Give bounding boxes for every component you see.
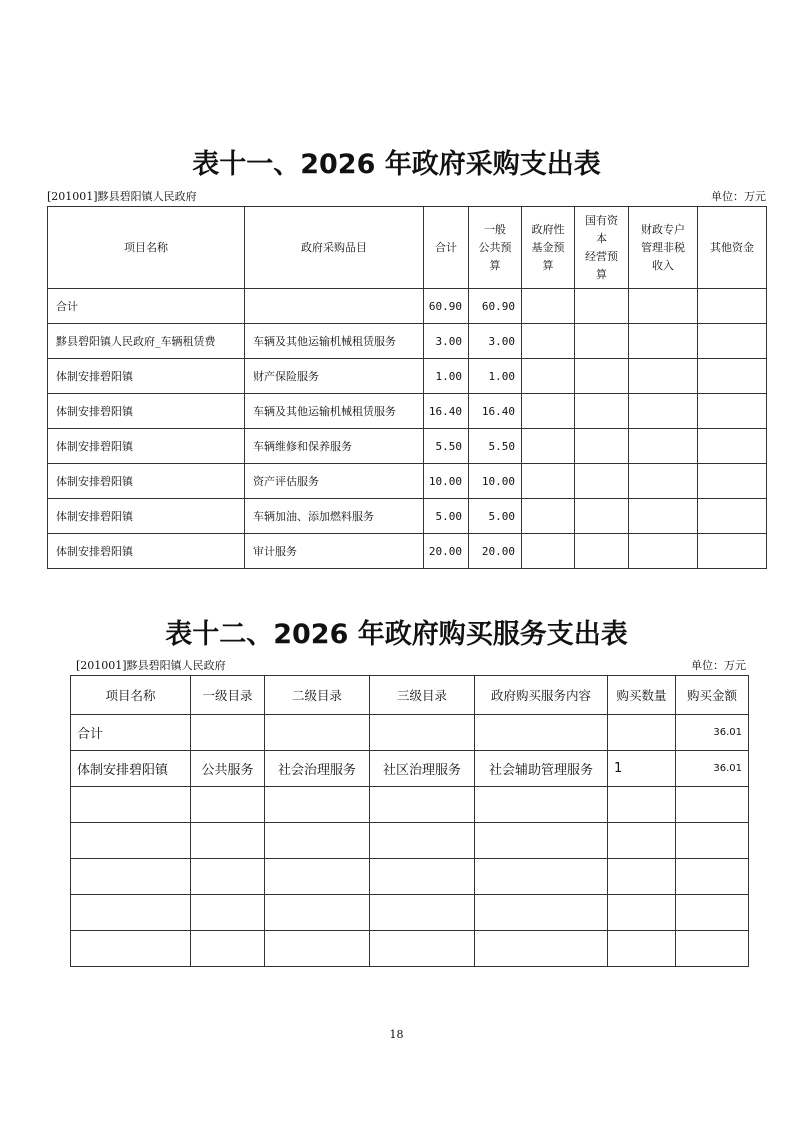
cell-special (629, 324, 698, 359)
cell-name: 体制安排碧阳镇 (48, 429, 245, 464)
cell-content (475, 931, 608, 967)
cell-fund (522, 394, 575, 429)
table-row (71, 715, 749, 751)
cell-name (71, 823, 191, 859)
table1-header-row (48, 207, 767, 289)
cell-content (475, 787, 608, 823)
cell-general: 1.00 (469, 359, 522, 394)
cell-item: 财产保险服务 (245, 359, 424, 394)
cell-fund (522, 429, 575, 464)
header-cell: 项目名称 (71, 676, 191, 715)
cell-name: 体制安排碧阳镇 (48, 464, 245, 499)
cell-general: 5.00 (469, 499, 522, 534)
cell-total: 16.40 (424, 394, 469, 429)
cell-amount (676, 823, 749, 859)
cell-name: 合计 (71, 715, 191, 751)
cell-fund (522, 534, 575, 569)
cell-l1 (191, 823, 265, 859)
cell-l2 (265, 787, 370, 823)
service-purchase-table (70, 675, 749, 967)
cell-general: 3.00 (469, 324, 522, 359)
cell-qty (608, 787, 676, 823)
table-row (71, 931, 749, 967)
table-row (48, 429, 767, 464)
cell-l1 (191, 715, 265, 751)
cell-total: 10.00 (424, 464, 469, 499)
table-row (48, 359, 767, 394)
cell-l1 (191, 931, 265, 967)
cell-item: 车辆加油、添加燃料服务 (245, 499, 424, 534)
cell-fund (522, 464, 575, 499)
cell-item: 车辆维修和保养服务 (245, 429, 424, 464)
cell-qty (608, 715, 676, 751)
cell-l1 (191, 859, 265, 895)
table2-unit: 单位：万元 (691, 659, 746, 672)
cell-other (698, 289, 767, 324)
cell-name: 体制安排碧阳镇 (71, 751, 191, 787)
cell-content (475, 715, 608, 751)
cell-other (698, 429, 767, 464)
cell-state (575, 429, 629, 464)
cell-name: 合计 (48, 289, 245, 324)
header-cell: 购买金额 (676, 676, 749, 715)
table2-title: 表十二、2026 年政府购买服务支出表 (165, 619, 628, 650)
table1-unit: 单位：万元 (711, 190, 766, 203)
table-row (48, 534, 767, 569)
cell-total: 20.00 (424, 534, 469, 569)
table-row (48, 499, 767, 534)
cell-l3 (370, 823, 475, 859)
table-row (71, 895, 749, 931)
cell-total: 60.90 (424, 289, 469, 324)
cell-special (629, 394, 698, 429)
table1-org: [201001]黟县碧阳镇人民政府 (47, 190, 197, 203)
cell-item: 车辆及其他运输机械租赁服务 (245, 324, 424, 359)
header-cell: 政府性 基金预 算 (522, 207, 575, 289)
table-row (71, 823, 749, 859)
cell-name: 体制安排碧阳镇 (48, 359, 245, 394)
header-cell: 项目名称 (48, 207, 245, 289)
cell-general: 60.90 (469, 289, 522, 324)
table-row (71, 751, 749, 787)
cell-general: 10.00 (469, 464, 522, 499)
cell-l2 (265, 823, 370, 859)
cell-total: 5.00 (424, 499, 469, 534)
header-cell: 国有资 本 经营预 算 (575, 207, 629, 289)
cell-general: 5.50 (469, 429, 522, 464)
cell-special (629, 429, 698, 464)
cell-content (475, 895, 608, 931)
cell-l3 (370, 895, 475, 931)
header-cell: 其他资金 (698, 207, 767, 289)
cell-amount: 36.01 (676, 751, 749, 787)
cell-l2 (265, 895, 370, 931)
cell-special (629, 499, 698, 534)
cell-item (245, 289, 424, 324)
cell-general: 20.00 (469, 534, 522, 569)
cell-amount: 36.01 (676, 715, 749, 751)
cell-content (475, 823, 608, 859)
table-row (48, 324, 767, 359)
cell-total: 5.50 (424, 429, 469, 464)
cell-item: 资产评估服务 (245, 464, 424, 499)
cell-l2 (265, 715, 370, 751)
cell-state (575, 464, 629, 499)
table2-header-row (71, 676, 749, 715)
table1-title: 表十一、2026 年政府采购支出表 (192, 149, 601, 180)
cell-special (629, 464, 698, 499)
header-cell: 二级目录 (265, 676, 370, 715)
cell-l1: 公共服务 (191, 751, 265, 787)
cell-l3: 社区治理服务 (370, 751, 475, 787)
cell-fund (522, 499, 575, 534)
cell-name (71, 859, 191, 895)
cell-qty (608, 859, 676, 895)
cell-amount (676, 859, 749, 895)
cell-special (629, 359, 698, 394)
table-row (48, 394, 767, 429)
header-cell: 政府采购品目 (245, 207, 424, 289)
cell-special (629, 534, 698, 569)
cell-fund (522, 359, 575, 394)
table-row (48, 289, 767, 324)
cell-name (71, 931, 191, 967)
cell-other (698, 499, 767, 534)
cell-content (475, 859, 608, 895)
header-cell: 一般 公共预 算 (469, 207, 522, 289)
cell-qty (608, 931, 676, 967)
cell-name (71, 787, 191, 823)
cell-state (575, 534, 629, 569)
cell-other (698, 359, 767, 394)
cell-name: 体制安排碧阳镇 (48, 394, 245, 429)
cell-total: 1.00 (424, 359, 469, 394)
cell-qty: 1 (608, 751, 676, 787)
cell-state (575, 359, 629, 394)
cell-l1 (191, 787, 265, 823)
header-cell: 财政专户 管理非税 收入 (629, 207, 698, 289)
cell-l2: 社会治理服务 (265, 751, 370, 787)
cell-item: 车辆及其他运输机械租赁服务 (245, 394, 424, 429)
cell-qty (608, 823, 676, 859)
table-row (71, 787, 749, 823)
cell-l3 (370, 859, 475, 895)
cell-fund (522, 324, 575, 359)
cell-total: 3.00 (424, 324, 469, 359)
cell-state (575, 324, 629, 359)
cell-state (575, 499, 629, 534)
cell-name: 体制安排碧阳镇 (48, 534, 245, 569)
header-cell: 三级目录 (370, 676, 475, 715)
cell-l3 (370, 787, 475, 823)
cell-l3 (370, 931, 475, 967)
cell-l2 (265, 931, 370, 967)
cell-l1 (191, 895, 265, 931)
cell-special (629, 289, 698, 324)
cell-amount (676, 931, 749, 967)
cell-qty (608, 895, 676, 931)
cell-name (71, 895, 191, 931)
header-cell: 政府购买服务内容 (475, 676, 608, 715)
cell-name: 黟县碧阳镇人民政府_车辆租赁费 (48, 324, 245, 359)
cell-amount (676, 895, 749, 931)
cell-amount (676, 787, 749, 823)
cell-name: 体制安排碧阳镇 (48, 499, 245, 534)
cell-other (698, 464, 767, 499)
cell-content: 社会辅助管理服务 (475, 751, 608, 787)
cell-general: 16.40 (469, 394, 522, 429)
cell-other (698, 394, 767, 429)
cell-item: 审计服务 (245, 534, 424, 569)
cell-state (575, 289, 629, 324)
cell-other (698, 534, 767, 569)
header-cell: 一级目录 (191, 676, 265, 715)
cell-fund (522, 289, 575, 324)
cell-state (575, 394, 629, 429)
table2-org: [201001]黟县碧阳镇人民政府 (76, 659, 226, 672)
header-cell: 合计 (424, 207, 469, 289)
page-number: 18 (389, 1028, 404, 1041)
procurement-table (47, 206, 767, 569)
table-row (71, 859, 749, 895)
cell-l2 (265, 859, 370, 895)
cell-l3 (370, 715, 475, 751)
header-cell: 购买数量 (608, 676, 676, 715)
table-row (48, 464, 767, 499)
cell-other (698, 324, 767, 359)
